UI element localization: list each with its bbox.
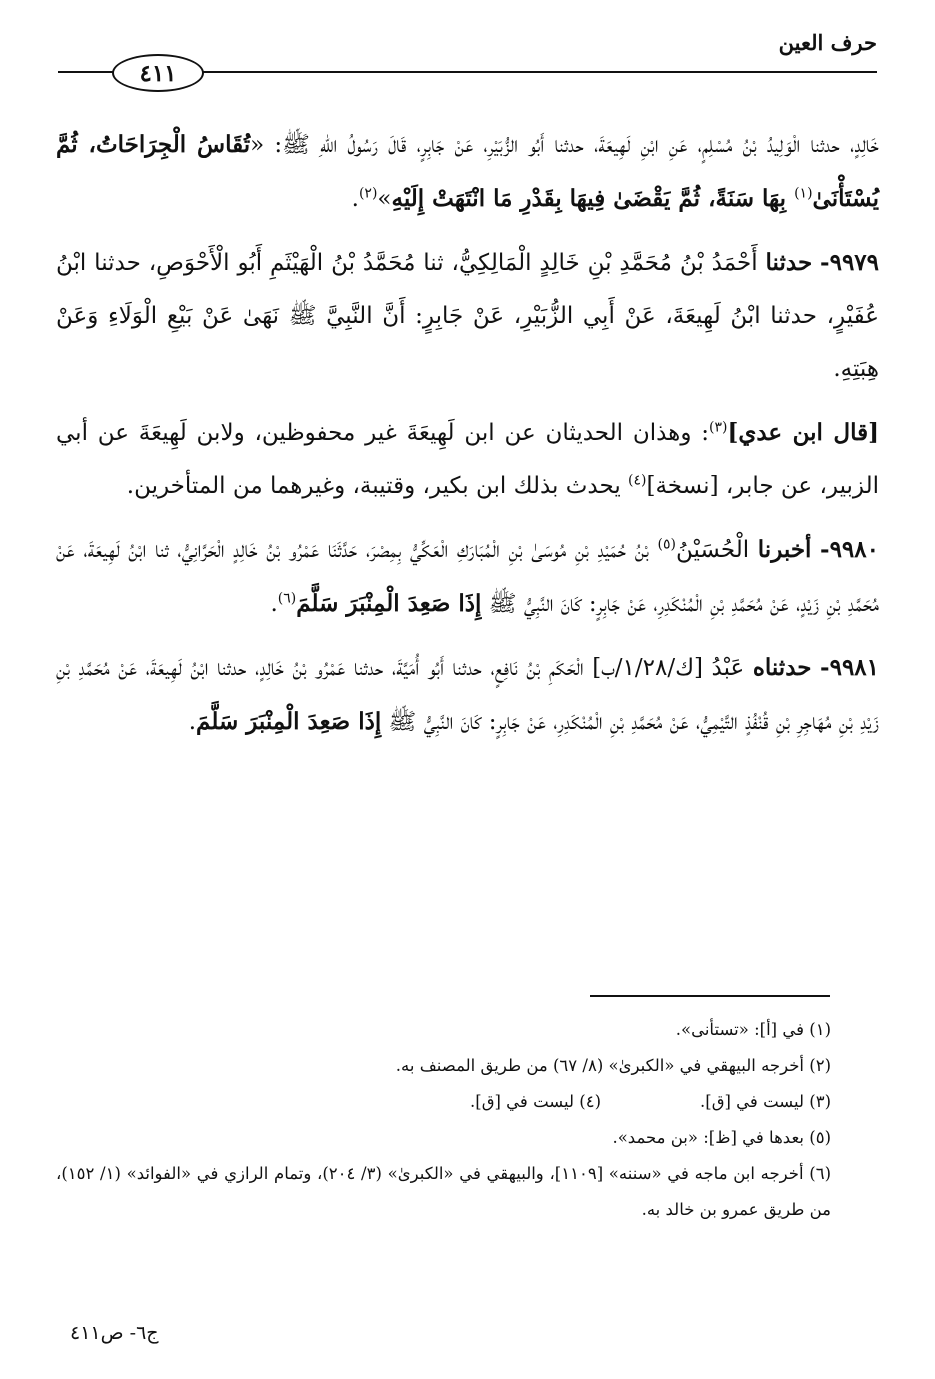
punct: . bbox=[351, 186, 359, 212]
hadith-text: تُقَاسُ الْجِرَاحَاتُ، ثُمَّ يُسْتَأْنَىٰ bbox=[56, 131, 879, 212]
punct: . bbox=[270, 591, 278, 617]
paragraph-text: يحدث بذلك ابن بكير، وقتيبة، وغيرهما من المتأخرين. bbox=[126, 473, 629, 499]
footnote-ref: (٥) bbox=[657, 536, 676, 553]
hadith-number: ٩٩٨٠- bbox=[820, 536, 879, 563]
footnote-ref: (٢) bbox=[358, 185, 378, 202]
ibn-adi-comment bbox=[56, 406, 879, 513]
footnote-ref: (٣) bbox=[708, 419, 728, 436]
footnote-ref: (١) bbox=[794, 185, 813, 202]
page-number: ٤١١ bbox=[139, 59, 177, 87]
volume-page-note: ج٦- ص٤١١ bbox=[70, 1322, 159, 1344]
footnote-2: (٢) أخرجه البيهقي في «الكبرىٰ» (٨/ ٦٧) من طريق المصنف به. bbox=[395, 1056, 831, 1075]
hadith-text: إِذَا صَعِدَ الْمِنْبَرَ سَلَّمَ bbox=[296, 590, 482, 617]
footnote-5: (٥) بعدها في [ظ]: «بن محمد». bbox=[612, 1128, 831, 1147]
footnote-ref: (٦) bbox=[277, 590, 297, 607]
hadith-9979 bbox=[56, 236, 879, 396]
narration-keyword: حدثناه bbox=[752, 654, 812, 681]
footnote-3: (٣) ليست في [ق]. bbox=[700, 1092, 831, 1111]
footnote-row bbox=[56, 1084, 831, 1120]
paragraph-text: عَبْدُ [ك/١/٢٨/ب] الْحَكَمِ بْنُ نَافِعٍ، حدثنا أَبُو أُمَيَّةَ، حدثنا عَمْرُو بْنُ خَالِدٍ، حدثنا ابْنُ لَهِيعَةَ، عَنْ مُحَمَّدِ بْنِ زَيْدِ بْنِ مُهَاجِرِ بْنِ قُنْفُذٍ التَّيْمِيُّ، عَنْ مُحَمَّدِ بْنِ الْمُنْكَدِرِ، عَنْ جَابِرٍ: كَانَ النَّبِيُّ ﷺ bbox=[56, 655, 879, 735]
chapter-title: حرف العين bbox=[778, 30, 877, 55]
footnote-separator bbox=[590, 995, 830, 997]
paragraph-text: أَحْمَدُ بْنُ مُحَمَّدِ بْنِ خَالِدٍ الْمَالِكِيُّ، ثنا مُحَمَّدُ بْنُ الْهَيْثَمِ أَبُو الْأَحْوَصِ، حدثنا ابْنُ عُفَيْرٍ، حدثنا ابْنُ لَهِيعَةَ، عَنْ أَبِي الزُّبَيْرِ، عَنْ جَابِرٍ: أَنَّ النَّبِيَّ ﷺ نَهَىٰ عَنْ بَيْعِ الْوَلَاءِ وَعَنْ هِبَتِهِ. bbox=[56, 250, 879, 382]
narration-keyword: [قال ابن عدي] bbox=[727, 419, 879, 446]
page-number-badge bbox=[112, 54, 204, 92]
footnotes bbox=[56, 1012, 831, 1228]
paragraph-text: : وهذان الحديثان عن ابن لَهِيعَةَ غير محفوظين، ولابن لَهِيعَةَ عن أبي الزبير، عن جابر، [نسخة] bbox=[56, 420, 879, 499]
paragraph-text: الْحُسَيْنُ bbox=[675, 537, 750, 563]
quote-mark: » bbox=[377, 186, 392, 212]
narration-keyword: أخبرنا bbox=[757, 536, 812, 563]
footnote-6: (٦) أخرجه ابن ماجه في «سننه» [١١٠٩]، والبيهقي في «الكبرىٰ» (٣/ ٢٠٤)، وتمام الرازي في «الفوائد» (١/ ١٥٢)، من طريق عمرو بن خالد به. bbox=[56, 1164, 832, 1219]
footnote-ref: (٤) bbox=[628, 472, 647, 489]
footnote-4: (٤) ليست في [ق]. bbox=[470, 1092, 601, 1111]
hadith-number: ٩٩٧٩- bbox=[820, 249, 880, 276]
hadith-number: ٩٩٨١- bbox=[820, 654, 880, 681]
hadith-text: بِهَا سَنَةً، ثُمَّ يَقْضَىٰ فِيهَا بِقَدْرِ مَا انْتَهَتْ إِلَيْهِ bbox=[391, 185, 795, 212]
narration-keyword: حدثنا bbox=[765, 249, 813, 276]
hadith-text: إِذَا صَعِدَ الْمِنْبَرَ سَلَّمَ bbox=[196, 708, 382, 735]
footnote-1: (١) في [أ]: «تستأنى». bbox=[675, 1020, 831, 1039]
paragraph-text: بْنُ حُمَيْدِ بْنِ مُوسَىٰ بْنِ الْمُبَارَكِ الْعَكِّيُّ بِمِصْرَ، حَدَّثَنَا عَمْرُو بْنُ خَالِدٍ الْحَرَّانِيُّ، ثنا ابْنُ لَهِيعَةَ، عَنْ مُحَمَّدِ بْنِ زَيْدٍ، عَنْ مُحَمَّدِ بْنِ الْمُنْكَدِرِ، عَنْ جَابِرٍ: كَانَ النَّبِيُّ ﷺ bbox=[56, 537, 879, 617]
hadith-9981 bbox=[56, 641, 879, 749]
body-text bbox=[56, 118, 879, 759]
paragraph-continuation bbox=[56, 118, 879, 226]
hadith-9980 bbox=[56, 523, 879, 631]
paragraph-text: خَالِدٍ، حدثنا الْوَلِيدُ بْنُ مُسْلِمٍ، عَنِ ابْنِ لَهِيعَةَ، حدثنا أَبُو الزُّبَيْرِ، عَنْ جَابِرٍ، قَالَ رَسُولُ اللهِ ﷺ: « bbox=[250, 132, 879, 158]
punct: . bbox=[188, 709, 197, 735]
